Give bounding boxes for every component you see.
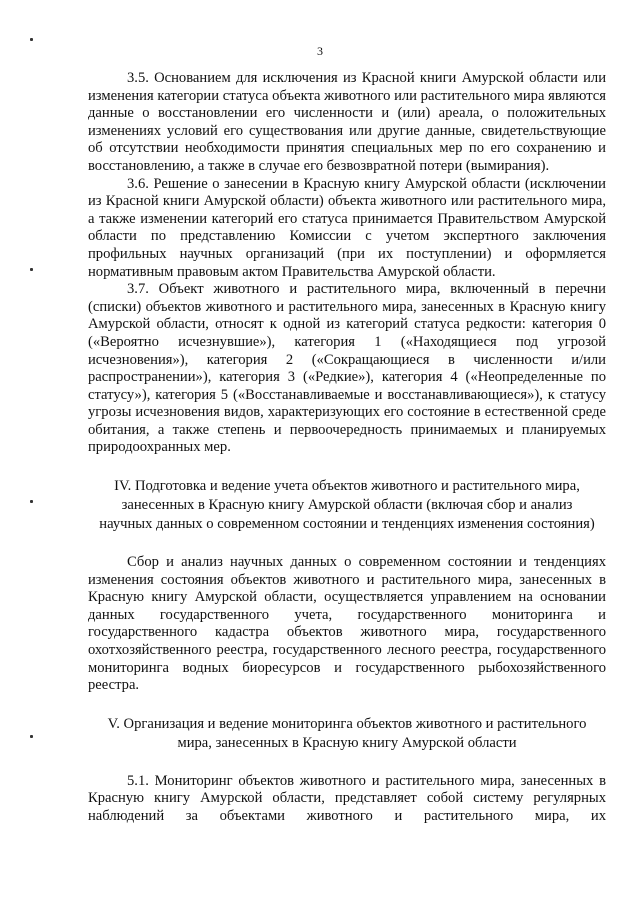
paragraph-3-5: 3.5. Основанием для исключения из Красной книги Амурской области или изменения категории статуса объекта животного или растительного мира являются данные о восстановлении его численности и (или) ареала, о положительных изменениях условий его существования или другие данные, свидетельствующие об отсутствии необходимости принятия специальных мер по его сохранению и восстановлению, а также в случае его безвозвратной потери (вымирания). — [88, 70, 606, 174]
section-5-heading-line: мира, занесенных в Красную книгу Амурской области — [177, 734, 517, 751]
document-body — [88, 70, 606, 826]
scan-mark — [30, 38, 33, 41]
paragraph-4: Сбор и анализ научных данных о современном состоянии и тенденциях изменения состояния объектов животного и растительного мира, занесенных в Красную книгу Амурской области, осуществляется управлением на основании данных государственного учета, государственного мониторинга и государственного кадастра объектов животного мира, государственного охотхозяйственного реестра, государственного лесного реестра, государственного мониторинга водных биоресурсов и государственного рыбохозяйственного реестра. — [88, 554, 606, 694]
page-number: 3 — [317, 44, 323, 58]
scan-mark — [30, 735, 33, 738]
section-4-heading-line: занесенных в Красную книгу Амурской области (включая сбор и анализ — [121, 497, 573, 514]
section-4-heading-line: научных данных о современном состоянии и тенденциях изменения состояния) — [99, 516, 595, 533]
scan-mark — [30, 268, 33, 271]
paragraph-5-1: 5.1. Мониторинг объектов животного и растительного мира, занесенных в Красную книгу Амурской области, представляет собой систему регулярных наблюдений за объектами животного и растительного мира, их — [88, 772, 606, 824]
section-5-heading — [88, 715, 606, 753]
scan-mark — [30, 500, 33, 503]
paragraph-3-7: 3.7. Объект животного и растительного мира, включенный в перечни (списки) объектов животного и растительного мира, занесенных в Красную книгу Амурской области, относят к одной из категорий статуса редкости: категория 0 («Вероятно исчезнувшие»), категория 1 («Находящиеся под угрозой исчезновения»), категория 2 («Сокращающиеся в численности и/или распространении»), категория 3 («Редкие»), категория 4 («Неопределенные по статусу»), категория 5 («Восстанавливаемые и восстанавливающиеся»), к статусу угрозы исчезновения видов, характеризующих его состояние в естественной среде обитания, а также степень и первоочередность принимаемых и планируемых природоохранных мер. — [88, 281, 606, 456]
section-5-heading-line: V. Организация и ведение мониторинга объектов животного и растительного — [107, 715, 587, 732]
paragraph-3-6: 3.6. Решение о занесении в Красную книгу Амурской области (исключении из Красной книги Амурской области) объекта животного или растительного мира, а также изменении категорий его статуса принимается Правительством Амурской области по представлению Комиссии с учетом экспертного заключения профильных научных организаций (при их поступлении) и оформляется нормативным правовым актом Правительства Амурской области. — [88, 175, 606, 280]
section-4-heading-line: IV. Подготовка и ведение учета объектов животного и растительного мира, — [114, 478, 580, 495]
section-4-heading — [88, 477, 606, 534]
